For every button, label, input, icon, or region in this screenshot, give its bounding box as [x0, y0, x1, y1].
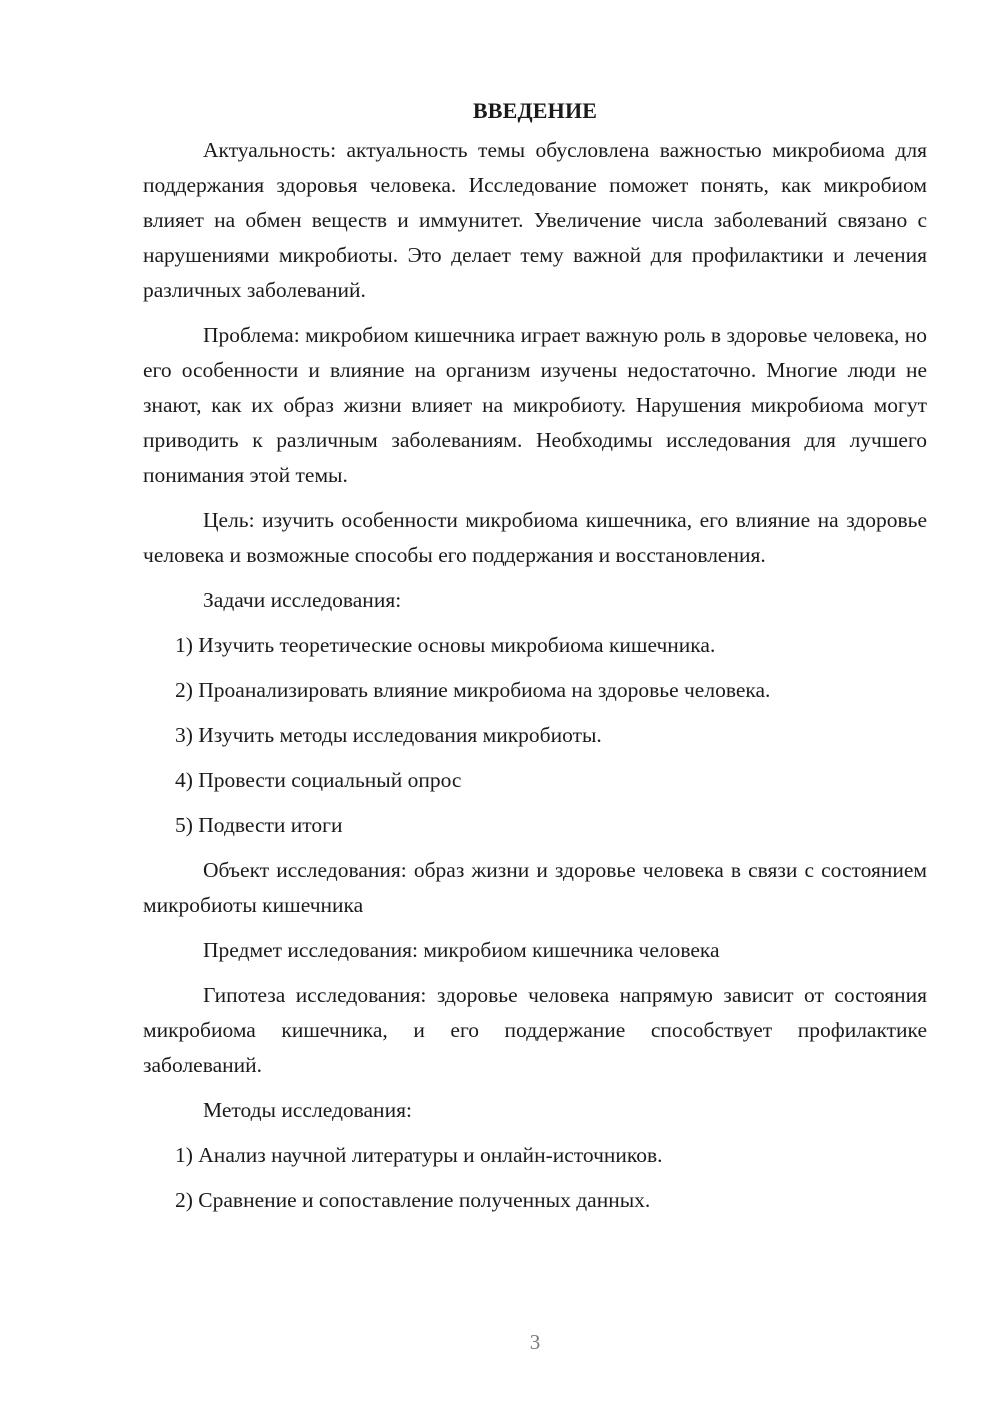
list-item: 3) Изучить методы исследования микробиоты.	[175, 723, 602, 747]
object-paragraph: Объект исследования: образ жизни и здоровье человека в связи с состоянием микробиоты кишечника	[143, 858, 927, 917]
list-item: 2) Проанализировать влияние микробиома на здоровье человека.	[175, 678, 771, 702]
goal-paragraph: Цель: изучить особенности микробиома кишечника, его влияние на здоровье человека и возможные способы его поддержания и восстановления.	[143, 508, 927, 567]
subject-paragraph: Предмет исследования: микробиом кишечника человека	[203, 938, 720, 962]
page-number: 3	[529, 1330, 541, 1354]
section-heading: ВВЕДЕНИЕ	[472, 98, 598, 123]
methods-label: Методы исследования:	[203, 1098, 412, 1122]
problem-paragraph: Проблема: микробиом кишечника играет важную роль в здоровье человека, но его особенности и влияние на организм изучены недостаточно. Многие люди не знают, как их образ жизни влияет на микробиоту. Нарушения микробиома могут приводить к различным заболеваниям. Необходимы исследования для лучшего понимания этой темы.	[143, 323, 927, 487]
list-item: 2) Сравнение и сопоставление полученных данных.	[175, 1188, 651, 1212]
list-item: 1) Изучить теоретические основы микробиома кишечника.	[175, 633, 716, 657]
list-item: 4) Провести социальный опрос	[175, 768, 462, 792]
tasks-list	[143, 628, 927, 843]
list-item: 5) Подвести итоги	[175, 813, 343, 837]
hypothesis-paragraph: Гипотеза исследования: здоровье человека напрямую зависит от состояния микробиома кишечника, и его поддержание способствует профилактике заболеваний.	[143, 983, 927, 1077]
methods-list	[143, 1138, 927, 1218]
tasks-label: Задачи исследования:	[203, 588, 402, 612]
list-item: 1) Анализ научной литературы и онлайн-источников.	[175, 1143, 663, 1167]
relevance-paragraph: Актуальность: актуальность темы обусловлена важностью микробиома для поддержания здоровья человека. Исследование поможет понять, как микробиом влияет на обмен веществ и иммунитет. Увеличение числа заболеваний связано с нарушениями микробиоты. Это делает тему важной для профилактики и лечения различных заболеваний.	[143, 138, 927, 302]
document-page	[143, 88, 927, 1218]
